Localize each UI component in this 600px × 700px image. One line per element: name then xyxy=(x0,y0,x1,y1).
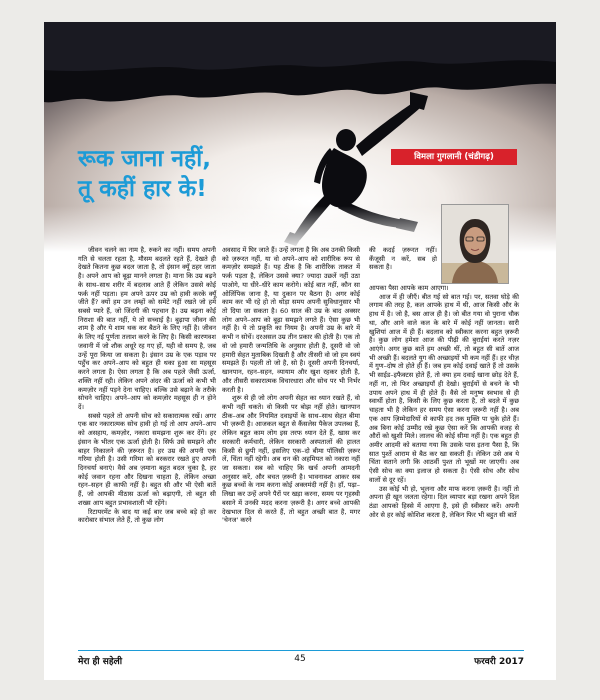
paragraph: आपका पैसा आपके काम आएगा। xyxy=(369,284,449,292)
headline-line-2: तू कहीं हार के! xyxy=(78,176,207,202)
paragraph: जीवन चलने का नाम है, रुकने का नहीं। समय अपनी गति से चलता रहता है, मौसम बदलते रहते हैं, देखते ही देखते कितना कुछ बदल जाता है, तो इंसान क्यूँ ठहर जाता है। अपने आप को बूढ़ा मानने लगता है। माना कि उम्र बढ़ने के साथ–साथ शरीर में बदलाव आते हैं लेकिन उससे कोई फर्क नहीं पड़ता। हम अपने ऊपर उम्र को हावी करके क्यूँ जीते हैं? क्यों हम उन लम्हों को समेटे नहीं रखते जो हमें सबसे प्यारे हैं, जो जिंदगी की पहचान है। उम्र बढ़ना कोई निराशा की बात नहीं, ये तो सच्चाई है। बुढ़ापा जीवन की शाम है और ये शाम थक कर बैठने के लिए नहीं है। जीवन के लिए नई पूर्णता तलाश करने के लिए है। किसी कारणवश जवानी में जो शौक अधूरे रह गए हों, यही वो समय है, जब उन्हें पूरा किया जा सकता है। इंसान उम्र के एक पड़ाव पर पहुँच कर अपने–आप को बहुत ही थका हुआ सा महसूस करने लगता है। ऐसा लगता है कि अब पहले जैसी ऊर्जा, शक्ति नहीं रही। लेकिन अपने अंदर की ऊर्जा को कभी भी कमज़ोर नहीं पड़ने देना चाहिए। बल्कि उसे बढ़ाने के तरीके सोचने चाहिए। अपने–आप को कमज़ोर महसूस ही न होने दें। xyxy=(78,246,216,411)
footer-divider xyxy=(78,650,524,651)
magazine-page xyxy=(44,22,556,680)
page-footer xyxy=(44,650,556,680)
paragraph: शुरू से ही जो लोग अपनी सेहत का ध्यान रखते हैं, वो कभी नहीं थकते। वो किसी पर बोझ नहीं होते। खानपान ठीक–अब और नियमित दवाइयों के साथ–साथ सेहत बीमा भी ज़रूरी है। आजकल बहुत से कैंसलेस पैकेज उपलब्ध हैं, लेकिन बहुत काम लोग इस तरफ ध्यान देते हैं, खास कर सरकारी कर्मचारी, लेकिन सरकारी अस्पतालों की हालत किसी से छुपी नहीं, इसलिए एक–दो बीमा पॉलिसी ज़रूर लें, चिंता नहीं रहेगी। अब धन की अहमियत को नकारा नहीं जा सकता। सब को चाहिए कि खर्च अपनी आमदनी अनुसार करें, और बचत ज़रूरी है। भावनावश आकर सब कुछ बच्चों के नाम करना कोई अक्लमंदी नहीं है। हाँ, पढ़ा–लिखा कर उन्हें अपने पैरों पर खड़ा करना, समय पर गृहस्थी बसाने में उनकी मदद करना ज़रूरी है। अगर बच्चे आपकी देखभाल दिल से करते हैं, तो बहुत अच्छी बात है, मगर 'चेनज' करने xyxy=(222,394,360,525)
paragraph: आज में ही जीएँ। बीत गई सो बात गई। पर, सतवा घोड़े की लगाम की तरह है, कल आपके हाथ में थी, आज किसी और के हाथ में है। जो है, बस आज ही है। जो बीत गया वो पुराना चौक था, और आने वाले कल के बारे में कोई नहीं जानता। सारी खुशियां आज में ही हैं। बदलाव को स्वीकार करना बहुत ज़रूरी है। कुछ लोग हमेशा आज की पीढ़ी की बुराईयां करते नज़र आएंगे। अगर कुछ बातें हम अच्छी थीं, तो बहुत सी बातें आज भी अच्छी हैं। बदलते युग की अच्छाइयों भी कम नहीं हैं। हर चीज़ में गुण–दोष तो होते ही हैं। जब हम कोई दवाई खाते हैं तो उसके भी साईड–इफैक्टस होते हैं, तो क्या हम दवाई खाना छोड़ देते हैं, नहीं ना, तो फिर अच्छाइयाँ ही देखो। बुराईयों से बचने के भी उपाय अपने हाथ में ही होते हैं। वैसे तो मनुष्य स्वभाव से ही स्वार्थी होता है, किसी के लिए कुछ करता है, तो बदले में कुछ चाहता भी है लेकिन हर समय ऐसा करना ज़रूरी नहीं है। अब एक आप ज़िम्मेदारियों से काफी हद तक मुक्ति पा चुके होते हैं। अब बिना कोई उम्मीद रखे कुछ ऐसा करें कि आपकी वजह से औरों को खुशी मिले। लालच की कोई सीमा नहीं है। एक बहुत ही अमीर आदमी को बताया गया कि उसके पास इतना पैसा है, कि सात पुश्तें आराम से बैठ कर खा सकती हैं। लेकिन उसे अब ये चिंता सताने लगी कि आठवीं पुश्त तो भूखों मर जाएगी। अब ऐसी सोच का क्या इलाज हो सकता है। ऐसी सोच और सोच वालों से दूर रहें। xyxy=(369,292,519,484)
paragraph: की कदई ज़रूरत नहीं। कँजूसी न करें, सब हो सकता है। xyxy=(369,246,437,272)
paragraph: रिटायरमेंट के बाद या कई बार जब बच्चे बड़े हो कर कारोबार संभाल लेते हैं, तो कुछ लोग xyxy=(78,507,216,525)
paragraph: उस कोई भी हो, भूलना और माफ करना ज़रूरी है। नहीं तो अपना ही खून जलता रहेगा। दिल व्यापार बड़ा रखना अपने दिल ठंडा आपको हिस्से में आएगा है, इसे ही स्वीकार करें। अपनी ओर से हर कोई कोशिश करता है, लेकिन फिर भी बहुत सी बातें xyxy=(369,484,519,519)
author-byline: विमला गुगलानी (चंडीगढ़) xyxy=(391,149,517,165)
page-number: 45 xyxy=(294,654,306,664)
author-photo xyxy=(441,204,509,284)
paragraph: अवसाद में घिर जाते हैं। उन्हें लगता है कि अब उनकी किसी को ज़रूरत नहीं, या वो अपने–आप को शारीरिक रूप से कमज़ोर समझते हैं। यह ठीक है कि शारीरिक ताकत में फर्क पड़ता है, लेकिन उससे क्या? ज्यादा उछलें नहीं उठा पाओगे, या धीरे–धीरे काम करोगे। कोई बात नहीं, कौन सा ओलिंपिक जाना है, या दुकान पर बैठना है। अगर कोई काम कर भी रहे हो तो थोड़ा समय अपनी सुविधानुसार भी तो दिया जा सकता है। 60 साल की उम्र के बाद अक्सर लोग अपने–आप को बूढ़ा समझने लगते हैं। ऐसा कुछ भी नहीं है। ये तो प्रकृति का नियम है। अपनी उम्र के बारे में कभी न सोचें। दरअसल उम्र तीन प्रकार की होती है। एक तो वो जो हमारी जन्मतिथि के अनुसार होती है, दूसरी वो जो हमारी सेहत मुताबिक दिखती है और तीसरी वो जो हम स्वयं समझते हैं। पहली तो जो है, सो है। दूसरी अपनी दिनचर्या, खानपान, रहन–सहन, व्यायाम और खुश रहकर होती है, और तीसरी सकारात्मक विचारधारा और सोच पर भी निर्भर करती है। xyxy=(222,246,361,394)
article-headline xyxy=(78,144,211,204)
issue-date: फरवरी 2017 xyxy=(474,657,524,667)
article-column-3-top xyxy=(369,246,437,272)
article-column-2 xyxy=(222,246,360,525)
paragraph: सबसे पहले तो अपनी सोच को सकारात्मक रखें। अगर एक बार नकारात्मक सोच हावी हो गई तो आप अपने–आप को असहाय, कमज़ोर, नकारा समझना शुरू कर देंगे। हर इंसान के भीतर एक ऊर्जा होती है। सिर्फ उसे समझने और बाहर निकालने की ज़रूरत है। हर उम्र की अपनी एक गरिमा होती है। उसी गरिमा को बरकरार रखते हुए अपनी दिनचर्या बनाएं। वैसे अब ज़माना बहुत बदल चुका है, हर कोई जवान रहना और दिखना चाहता है, लेकिन अच्छा रहन–सहन ही काफी नहीं है। बहुत सी और भी ऐसी बातें हैं, जो आपकी मीठास ऊर्जा को बढ़ाएगी, तो बहुत सी शख्स आप बहुत प्रभावशाली भी रहेंगे। xyxy=(78,411,216,507)
magazine-name: मेरा ही सहेली xyxy=(78,657,123,667)
headline-line-1: रूक जाना नहीं, xyxy=(78,146,211,172)
article-column-1 xyxy=(78,246,216,525)
article-column-3 xyxy=(369,284,519,519)
